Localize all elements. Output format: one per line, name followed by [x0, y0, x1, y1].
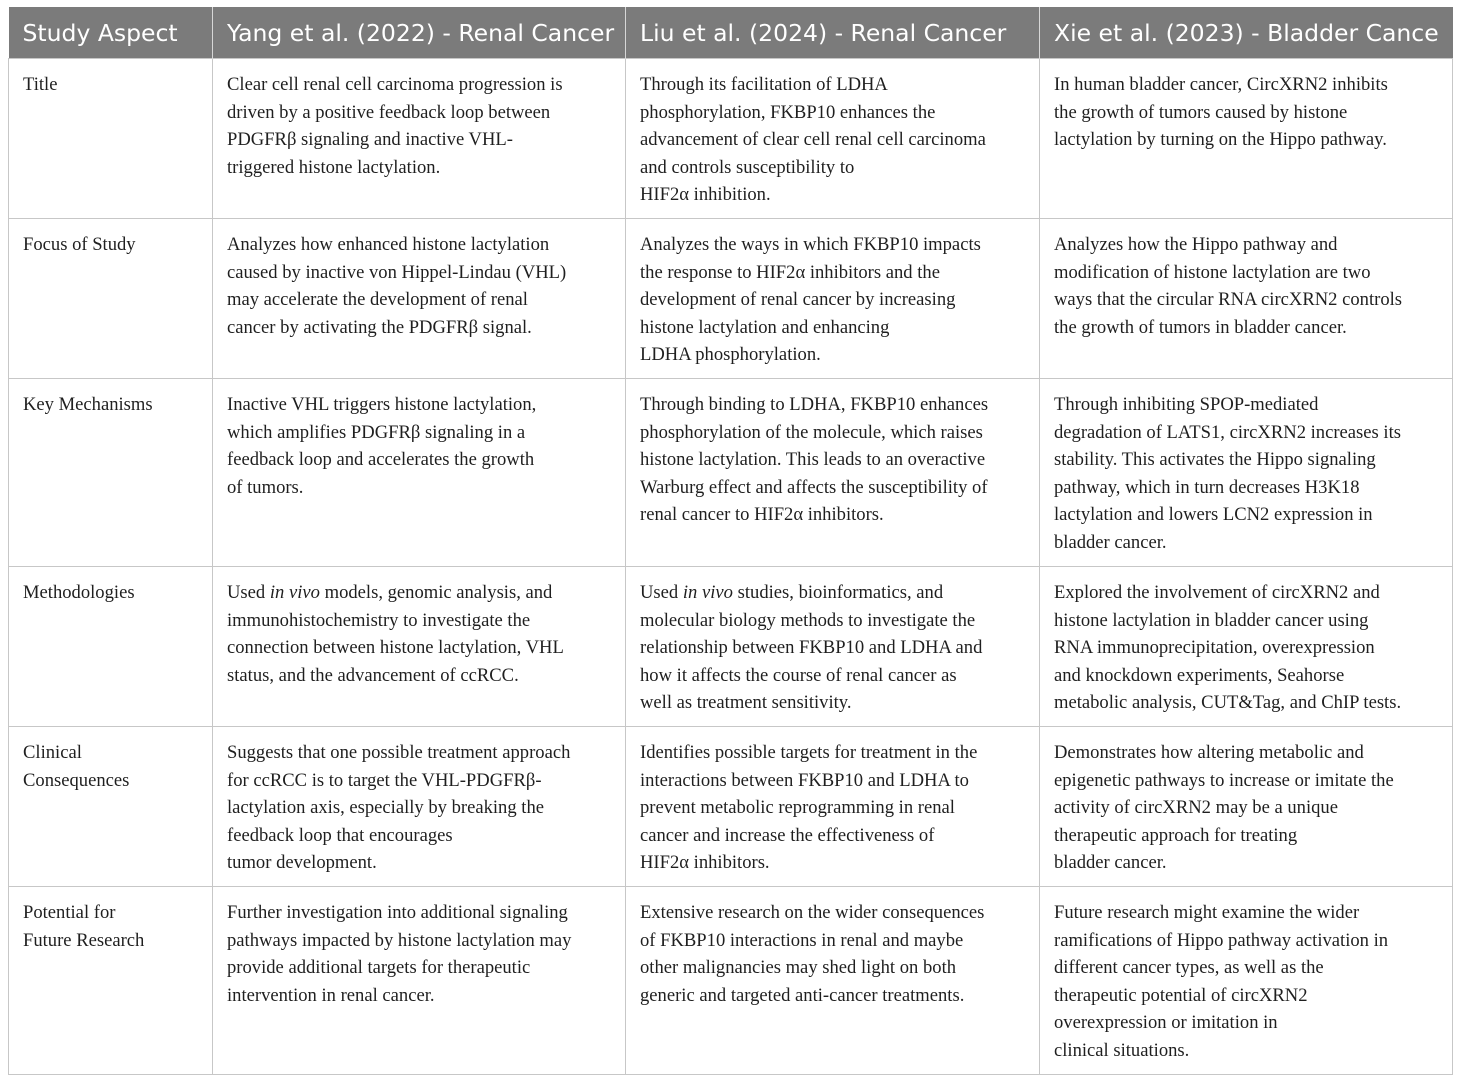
aspect-cell: Focus of Study [9, 219, 213, 379]
liu-cell: Used in vivo studies, bioinformatics, and molecular biology methods to investigate the relationship between FKBP10 and LDHA and how it affects the course of renal cancer as well as treatment sensitivity. [626, 567, 1040, 727]
xie-cell: Analyzes how the Hippo pathway and modification of histone lactylation are two ways that the circular RNA circXRN2 controls the growth of tumors in bladder cancer. [1040, 219, 1453, 379]
aspect-cell: Key Mechanisms [9, 379, 213, 567]
table-row [9, 887, 1453, 1075]
aspect-cell: Title [9, 59, 213, 219]
table-row [9, 727, 1453, 887]
italic-term: in vivo [269, 582, 320, 603]
header-xie-2023: Xie et al. (2023) - Bladder Cance [1040, 7, 1453, 59]
yang-cell: Analyzes how enhanced histone lactylation caused by inactive von Hippel-Lindau (VHL) may accelerate the development of renal cancer by activating the PDGFRβ signal. [213, 219, 626, 379]
table-body [9, 59, 1453, 1075]
liu-cell: Extensive research on the wider consequences of FKBP10 interactions in renal and maybe other malignancies may shed light on both generic and targeted anti-cancer treatments. [626, 887, 1040, 1075]
liu-cell: Analyzes the ways in which FKBP10 impacts the response to HIF2α inhibitors and the development of renal cancer by increasing histone lactylation and enhancing LDHA phosphorylation. [626, 219, 1040, 379]
aspect-cell: Methodologies [9, 567, 213, 727]
liu-cell: Through binding to LDHA, FKBP10 enhances phosphorylation of the molecule, which raises histone lactylation. This leads to an overactive Warburg effect and affects the susceptibility of renal cancer to HIF2α inhibitors. [626, 379, 1040, 567]
liu-cell: Identifies possible targets for treatment in the interactions between FKBP10 and LDHA to prevent metabolic reprogramming in renal cancer and increase the effectiveness of HIF2α inhibitors. [626, 727, 1040, 887]
table-row [9, 379, 1453, 567]
xie-cell: Demonstrates how altering metabolic and epigenetic pathways to increase or imitate the activity of circXRN2 may be a unique therapeutic approach for treating bladder cancer. [1040, 727, 1453, 887]
header-study-aspect: Study Aspect [9, 7, 213, 59]
yang-cell: Clear cell renal cell carcinoma progression is driven by a positive feedback loop between PDGFRβ signaling and inactive VHL- triggered histone lactylation. [213, 59, 626, 219]
table-row [9, 567, 1453, 727]
aspect-cell: Potential for Future Research [9, 887, 213, 1075]
xie-cell: Through inhibiting SPOP-mediated degradation of LATS1, circXRN2 increases its stability. This activates the Hippo signaling pathway, which in turn decreases H3K18 lactylation and lowers LCN2 expression in bladder cancer. [1040, 379, 1453, 567]
table-row [9, 219, 1453, 379]
table-header [9, 7, 1453, 59]
table-row [9, 59, 1453, 219]
header-row [9, 7, 1453, 59]
header-liu-2024: Liu et al. (2024) - Renal Cancer [626, 7, 1040, 59]
liu-cell: Through its facilitation of LDHA phosphorylation, FKBP10 enhances the advancement of clear cell renal cell carcinoma and controls susceptibility to HIF2α inhibition. [626, 59, 1040, 219]
yang-cell: Used in vivo models, genomic analysis, and immunohistochemistry to investigate the connection between histone lactylation, VHL status, and the advancement of ccRCC. [213, 567, 626, 727]
comparison-table [8, 7, 1453, 1075]
italic-term: in vivo [682, 582, 733, 603]
yang-cell: Suggests that one possible treatment approach for ccRCC is to target the VHL-PDGFRβ- lactylation axis, especially by breaking the feedback loop that encourages tumor development. [213, 727, 626, 887]
yang-cell: Further investigation into additional signaling pathways impacted by histone lactylation may provide additional targets for therapeutic intervention in renal cancer. [213, 887, 626, 1075]
yang-cell: Inactive VHL triggers histone lactylation, which amplifies PDGFRβ signaling in a feedback loop and accelerates the growth of tumors. [213, 379, 626, 567]
xie-cell: In human bladder cancer, CircXRN2 inhibits the growth of tumors caused by histone lactylation by turning on the Hippo pathway. [1040, 59, 1453, 219]
aspect-cell: Clinical Consequences [9, 727, 213, 887]
header-yang-2022: Yang et al. (2022) - Renal Cancer [213, 7, 626, 59]
xie-cell: Explored the involvement of circXRN2 and histone lactylation in bladder cancer using RNA immunoprecipitation, overexpression and knockdown experiments, Seahorse metabolic analysis, CUT&Tag, and ChIP tests. [1040, 567, 1453, 727]
xie-cell: Future research might examine the wider ramifications of Hippo pathway activation in different cancer types, as well as the therapeutic potential of circXRN2 overexpression or imitation in clinical situations. [1040, 887, 1453, 1075]
